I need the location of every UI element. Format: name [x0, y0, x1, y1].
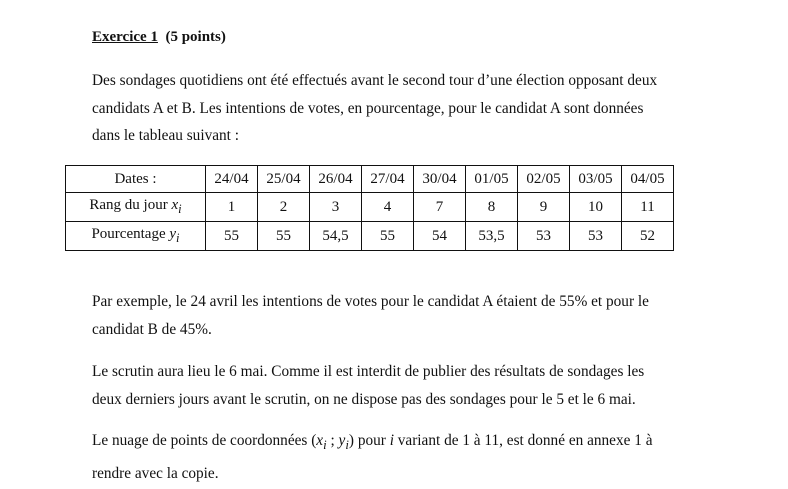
- percent-cell: 53: [518, 222, 570, 251]
- date-cell: 24/04: [206, 166, 258, 193]
- rank-cell: 7: [414, 193, 466, 222]
- coord-y-sub: i: [345, 438, 349, 453]
- coord-open: (: [311, 432, 317, 449]
- date-cell: 26/04: [310, 166, 362, 193]
- nuage-text-middle: pour: [354, 432, 390, 449]
- rank-variable: x: [171, 197, 179, 213]
- exercise-points: (5 points): [165, 29, 226, 45]
- coord-x: x: [316, 432, 324, 449]
- coord-x-sub: i: [323, 438, 327, 453]
- percent-header-label: Pourcentage: [91, 226, 166, 242]
- date-cell: 03/05: [570, 166, 622, 193]
- rank-cell: 11: [622, 193, 674, 222]
- percent-cell: 54,5: [310, 222, 362, 251]
- nuage-var-i: i: [389, 432, 394, 449]
- dates-row: [66, 166, 674, 193]
- nuage-text-before: Le nuage de points de coordonnées: [92, 432, 308, 449]
- example-paragraph: [92, 288, 702, 343]
- nuage-line-1: [92, 427, 702, 460]
- rank-cell: 9: [518, 193, 570, 222]
- exercise-title: Exercice 1: [92, 29, 158, 45]
- date-cell: 04/05: [622, 166, 674, 193]
- rank-cell: 4: [362, 193, 414, 222]
- scrutin-paragraph: [92, 358, 702, 413]
- date-cell: 02/05: [518, 166, 570, 193]
- intro-paragraph: [92, 67, 702, 150]
- example-line-2: candidat B de 45%.: [92, 320, 212, 338]
- nuage-text-after: variant de 1 à 11, est donné en annexe 1 à: [393, 432, 653, 449]
- percent-cell: 53,5: [466, 222, 518, 251]
- percent-cell: 55: [258, 222, 310, 251]
- percent-row: [66, 222, 674, 251]
- rank-subscript: i: [178, 202, 182, 216]
- date-cell: 25/04: [258, 166, 310, 193]
- intro-line-3: dans le tableau suivant :: [92, 127, 239, 144]
- intro-line-2: candidats A et B. Les intentions de votes, en pourcentage, pour le candidat A sont données: [92, 99, 644, 117]
- scrutin-line-2: deux derniers jours avant le scrutin, on ne dispose pas des sondages pour le 5 et le 6 mai.: [92, 390, 636, 408]
- poll-table: [65, 165, 674, 251]
- date-cell: 01/05: [466, 166, 518, 193]
- dates-header: Dates :: [66, 166, 206, 193]
- rank-cell: 3: [310, 193, 362, 222]
- coord-sep: ;: [326, 432, 339, 449]
- exercise-heading: [92, 29, 226, 46]
- rank-cell: 10: [570, 193, 622, 222]
- rank-header: [66, 193, 206, 222]
- percent-cell: 52: [622, 222, 674, 251]
- coord-y: y: [338, 432, 346, 449]
- intro-line-1: Des sondages quotidiens ont été effectués avant le second tour d’une élection opposant deux: [92, 72, 658, 89]
- rank-header-label: Rang du jour: [89, 197, 168, 213]
- date-cell: 30/04: [414, 166, 466, 193]
- percent-subscript: i: [176, 231, 180, 245]
- nuage-line-2: rendre avec la copie.: [92, 464, 219, 482]
- nuage-paragraph: [92, 427, 702, 487]
- coord-close: ): [348, 432, 354, 449]
- date-cell: 27/04: [362, 166, 414, 193]
- percent-cell: 55: [362, 222, 414, 251]
- scrutin-line-1: Le scrutin aura lieu le 6 mai. Comme il est interdit de publier des résultats de sondages les: [92, 363, 645, 380]
- rank-row: [66, 193, 674, 222]
- percent-cell: 53: [570, 222, 622, 251]
- example-line-1: Par exemple, le 24 avril les intentions de votes pour le candidat A étaient de 55% et pour le: [92, 293, 649, 310]
- percent-variable: y: [169, 226, 177, 242]
- rank-cell: 8: [466, 193, 518, 222]
- percent-cell: 55: [206, 222, 258, 251]
- rank-cell: 1: [206, 193, 258, 222]
- rank-cell: 2: [258, 193, 310, 222]
- percent-header: [66, 222, 206, 251]
- percent-cell: 54: [414, 222, 466, 251]
